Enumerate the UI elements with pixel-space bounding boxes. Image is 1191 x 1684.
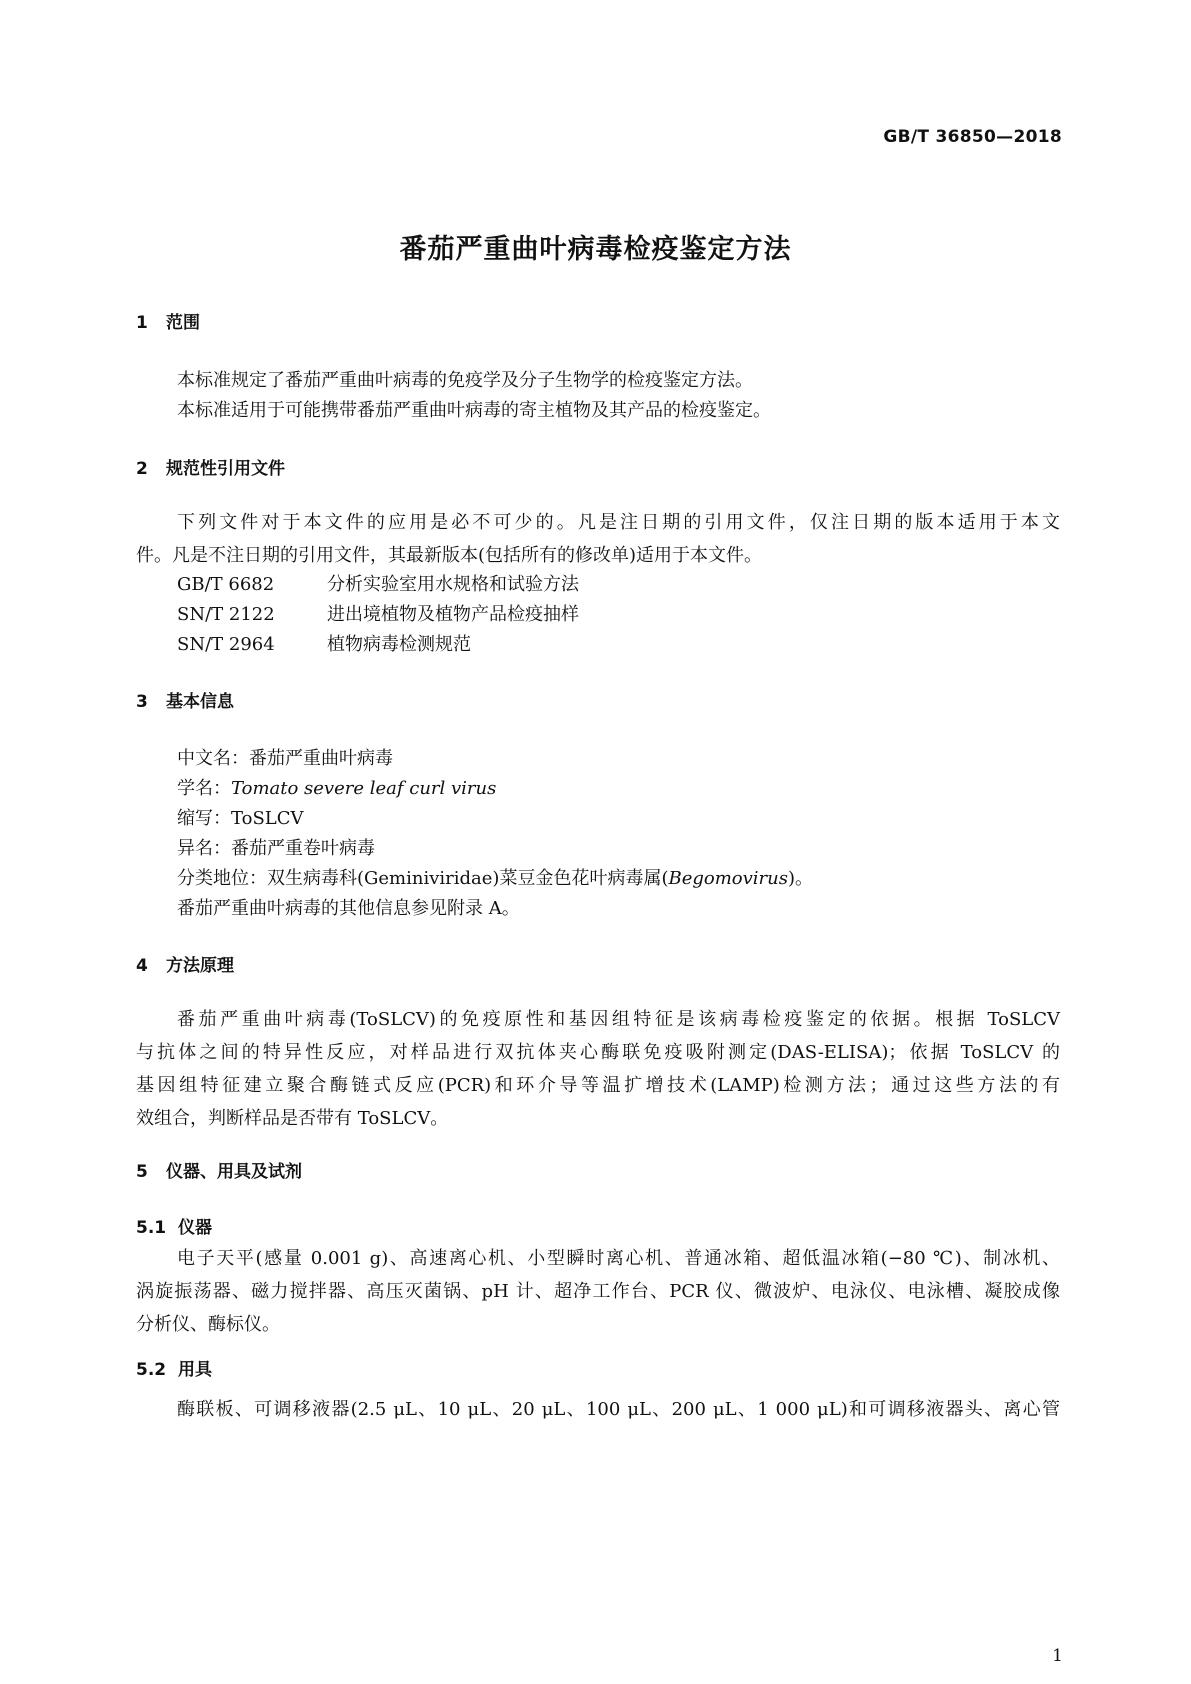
section-title: 仪器 <box>178 1218 212 1238</box>
reference-title: 分析实验室用水规格和试验方法 <box>327 574 579 595</box>
section-title: 规范性引用文件 <box>166 459 285 479</box>
section-3-heading <box>136 687 234 712</box>
taxonomy-line <box>177 864 813 890</box>
chinese-name-line <box>177 744 393 770</box>
scientific-name: Tomato severe leaf curl virus <box>231 778 497 799</box>
section-5-1-heading <box>136 1213 212 1238</box>
reference-item <box>177 630 471 656</box>
section-title: 方法原理 <box>166 956 234 976</box>
section-title: 范围 <box>166 313 200 333</box>
document-title: 番茄严重曲叶病毒检疫鉴定方法 <box>399 234 792 265</box>
reference-item <box>177 570 579 596</box>
section-number: 1 <box>136 313 148 333</box>
section-number: 3 <box>136 692 148 712</box>
paragraph-line: 涡旋振荡器、磁力搅拌器、高压灭菌锅、pH 计、超净工作台、PCR 仪、微波炉、电泳仪、电泳槽、凝胶成像 <box>136 1281 1060 1302</box>
reference-code: SN/T 2964 <box>177 634 275 655</box>
references-intro <box>136 506 1060 572</box>
paragraph-line: 与抗体之间的特异性反应，对样品进行双抗体夹心酶联免疫吸附测定(DAS-ELISA)；依据 ToSLCV 的 <box>136 1042 1060 1063</box>
section-number: 5.2 <box>136 1360 167 1380</box>
taxonomy-text: )。 <box>787 868 814 889</box>
section-4-heading <box>136 951 234 976</box>
scope-paragraph-1: 本标准规定了番茄严重曲叶病毒的免疫学及分子生物学的检疫鉴定方法。 <box>177 370 753 391</box>
chinese-name: 番茄严重曲叶病毒 <box>249 748 393 769</box>
references-intro-line: 下列文件对于本文件的应用是必不可少的。凡是注日期的引用文件，仅注日期的版本适用于本文 <box>177 512 1060 533</box>
field-label: 学名： <box>177 778 231 799</box>
genus-name: Begomovirus <box>668 868 788 889</box>
field-label: 异名： <box>177 838 231 859</box>
scientific-name-line <box>177 774 496 800</box>
principle-paragraph <box>136 1003 1060 1135</box>
paragraph-line: 酶联板、可调移液器(2.5 μL、10 μL、20 μL、100 μL、200 μL、1 000 μL)和可调移液器头、离心管 <box>177 1399 1060 1420</box>
reference-code: GB/T 6682 <box>177 574 275 595</box>
synonym: 番茄严重卷叶病毒 <box>231 838 375 859</box>
taxonomy-text: 双生病毒科(Geminiviridae)菜豆金色花叶病毒属( <box>267 868 669 889</box>
reference-title: 进出境植物及植物产品检疫抽样 <box>327 604 579 625</box>
scope-paragraph-2: 本标准适用于可能携带番茄严重曲叶病毒的寄主植物及其产品的检疫鉴定。 <box>177 400 771 421</box>
section-5-2-heading <box>136 1355 212 1380</box>
paragraph-line: 基因组特征建立聚合酶链式反应(PCR)和环介导等温扩增技术(LAMP)检测方法；通过这些方法的有 <box>136 1075 1060 1096</box>
abbreviation-line <box>177 804 304 830</box>
reference-title: 植物病毒检测规范 <box>327 634 471 655</box>
section-number: 2 <box>136 459 148 479</box>
section-number: 4 <box>136 956 148 976</box>
tools-paragraph <box>136 1393 1060 1426</box>
section-number: 5 <box>136 1162 148 1182</box>
section-title: 用具 <box>178 1360 212 1380</box>
section-2-heading <box>136 454 285 479</box>
reference-item <box>177 600 579 626</box>
synonym-line <box>177 834 375 860</box>
section-title: 仪器、用具及试剂 <box>166 1162 302 1182</box>
paragraph-line: 效组合，判断样品是否带有 ToSLCV。 <box>136 1108 449 1129</box>
references-intro-line: 件。凡是不注日期的引用文件，其最新版本(包括所有的修改单)适用于本文件。 <box>136 545 763 566</box>
section-5-heading <box>136 1157 302 1182</box>
appendix-note: 番茄严重曲叶病毒的其他信息参见附录 A。 <box>177 898 520 919</box>
section-number: 5.1 <box>136 1218 167 1238</box>
reference-code: SN/T 2122 <box>177 604 275 625</box>
paragraph-line: 电子天平(感量 0.001 g)、高速离心机、小型瞬时离心机、普通冰箱、超低温冰箱(−80 ℃)、制冰机、 <box>177 1248 1060 1269</box>
instruments-paragraph <box>136 1242 1060 1341</box>
paragraph-line: 番茄严重曲叶病毒(ToSLCV)的免疫原性和基因组特征是该病毒检疫鉴定的依据。根据 ToSLCV <box>177 1009 1060 1030</box>
paragraph-line: 分析仪、酶标仪。 <box>136 1314 280 1335</box>
abbreviation: ToSLCV <box>231 808 304 829</box>
field-label: 中文名： <box>177 748 249 769</box>
standard-number: GB/T 36850—2018 <box>883 127 1062 147</box>
page-number: 1 <box>1052 1646 1063 1666</box>
field-label: 缩写： <box>177 808 231 829</box>
section-title: 基本信息 <box>166 692 234 712</box>
section-1-heading <box>136 308 200 333</box>
field-label: 分类地位： <box>177 868 267 889</box>
